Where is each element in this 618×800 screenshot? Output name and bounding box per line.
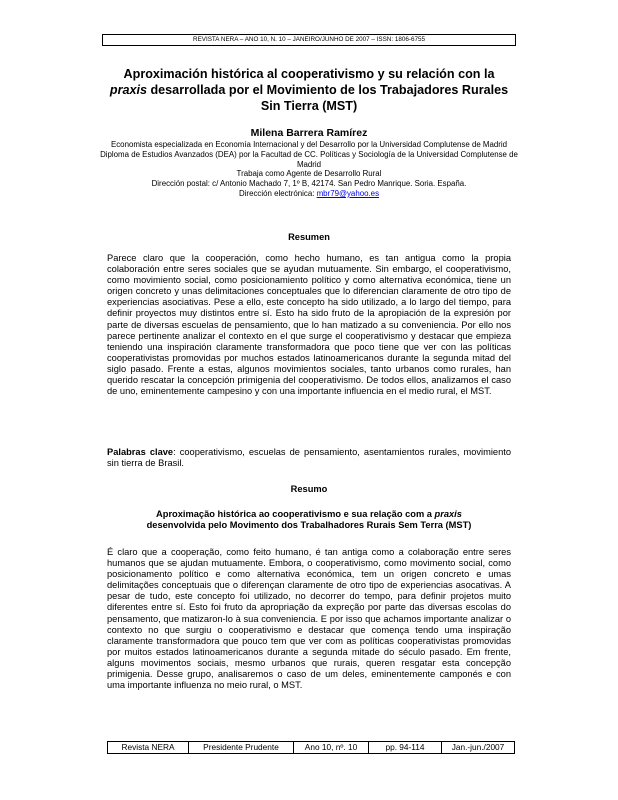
affiliation-3: Trabaja como Agente de Desarrollo Rural <box>236 169 382 179</box>
article-title <box>100 66 518 114</box>
title-part-2: desarrollada por el Movimiento de los Trabajadores Rurales Sin Tierra (MST) <box>146 83 509 113</box>
email-line <box>100 189 518 199</box>
author-block <box>100 127 518 199</box>
email-label: Dirección electrónica: <box>238 188 317 198</box>
footer-pages: pp. 94-114 <box>369 742 442 754</box>
title-italic: praxis <box>109 83 147 97</box>
footer-row <box>108 742 515 754</box>
running-header <box>102 34 516 46</box>
keywords-paragraph <box>107 447 511 469</box>
footer-volume: Ano 10, nº. 10 <box>294 742 369 754</box>
keywords-text: : cooperativismo, escuelas de pensamiento, asentamientos rurales, movimiento sin tierra de Brasil. <box>107 447 511 469</box>
resumo-title <box>100 509 518 531</box>
resumo-title-italic: praxis <box>434 509 462 519</box>
title-part-1: Aproximación histórica al cooperativismo y su relación con la <box>123 67 495 81</box>
resumo-heading: Resumo <box>290 484 328 494</box>
author-name: Milena Barrera Ramírez <box>250 127 368 139</box>
affiliation-2: Diploma de Estudios Avanzados (DEA) por la Facultad de CC. Políticas y Sociología de la Universidad Complutense de Madrid <box>100 149 518 169</box>
resumo-title-part-1: Aproximação histórica ao cooperativismo e sua relação com a <box>156 509 435 519</box>
email-link[interactable]: mbr79@yahoo.es <box>316 188 380 198</box>
resumo-title-part-2: desenvolvida pelo Movimento dos Trabalhadores Rurais Sem Terra (MST) <box>146 520 472 531</box>
keywords-label: Palabras clave <box>107 447 174 457</box>
resumen-heading: Resumen <box>288 232 330 242</box>
footer-city: Presidente Prudente <box>189 742 294 754</box>
resumen-body: Parece claro que la cooperación, como hecho humano, es tan antigua como la propia colaboración entre seres sociales que se ayudan mutuamente. Sin embargo, el cooperativismo, como movimiento social, como posicionamiento político y como alternativa económica, tiene un origen concreto y unas delimitaciones conceptuales que lo diferencian claramente de otro tipo de experiencias asociativas. Pese a ello, este concepto ha sido utilizado, a lo largo del tiempo, para definir proyectos muy distintos entre sí. Esto ha sido fruto de la apropiación de la expresión por parte de diversas escuelas de pensamiento, que lo han matizado a su conveniencia. Por ello nos parece pertinente analizar el contexto en el que surge el cooperativismo y destacar que empieza teniendo una inspiración claramente transformadora que poco tiene que ver con las políticas cooperativistas promovidas por muchos estados latinoamericanos durante la segunda mitad del siglo pasado. Frente a estas, algunos movimientos sociales, tanto urbanos como rurales, han querido rescatar la concepción primigenia del cooperativismo. De todos ellos, analizamos el caso de uno, eminentemente campesino y con una importante influencia en el medio rural, el MST. <box>107 253 511 397</box>
footer-table <box>107 741 515 754</box>
affiliation-1: Economista especializada en Economía Internacional y del Desarrollo por la Universidad Complutense de Madrid <box>110 140 508 149</box>
postal-address: Dirección postal: c/ Antonio Machado 7, 1º B, 42174. San Pedro Manrique. Soria. España. <box>151 179 467 189</box>
resumo-body: É claro que a cooperação, como feito humano, é tan antiga como a colaboração entre seres humanos que se ajudan mutuamente. Embora, o cooperativismo, como movimento social, como posicionamento político e como alternativa económica, tem un origen concreto e umas delimitações conceptuais que o diferençan claramente de otro tipo de experiencias asocativas. A pesar de tudo, este concepto foi utilizado, no decorrer do tempo, para definir projetos muito diferentes entre sí. Esto foi fruto da apropriação da expreção por parte das diversas escolas do pensamento, que matizaron-lo à sua conveniencia. E por isso que achamos importante analizar o contexto no que surgiu o cooperativismo e destacar que comença tendo uma inspiração claramente transformadora que pouco tem que ver com as políticas cooperativistas promovidas por muitos estados latinoamericanos durante a segunda mitade do século pasado. Em frente, alguns movimentos sociais, mesmo urbanos que rurais, queren resgatar esta concepção primigenia. Desse grupo, analisaremos o caso de um deles, eminentemente camponés e con uma importante influenza no meio rural, o MST. <box>107 547 511 691</box>
running-head-text: REVISTA NERA – ANO 10, N. 10 – JANEIRO/JUNHO DE 2007 – ISSN: 1806-6755 <box>193 36 425 43</box>
footer-journal: Revista NERA <box>108 742 189 754</box>
footer-date: Jan.-jun./2007 <box>442 742 515 754</box>
